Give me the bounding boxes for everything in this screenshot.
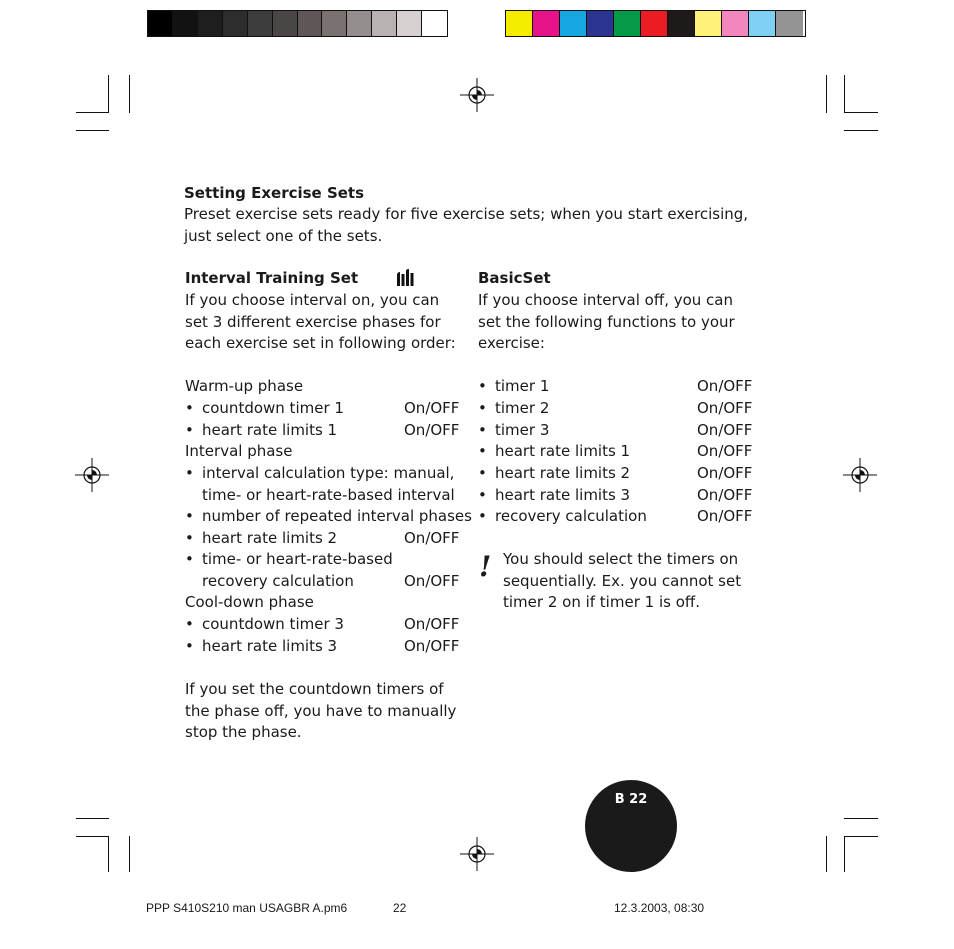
registration-mark-icon [843, 458, 877, 492]
list-item-value: On/OFF [697, 486, 753, 504]
color-swatch [560, 11, 587, 36]
bullet: • [478, 442, 487, 460]
bullet: • [185, 464, 194, 482]
list-item-label: heart rate limits 1 [202, 421, 338, 439]
list-item-label: heart rate limits 3 [202, 637, 338, 655]
list-item-value: On/OFF [697, 421, 753, 439]
intro-line-1: Preset exercise sets ready for five exercise sets; when you start exercising, [184, 205, 749, 223]
warning-exclamation-icon: ! [479, 550, 492, 583]
list-item-value: On/OFF [404, 529, 460, 547]
color-swatch [614, 11, 641, 36]
interval-bars-icon [396, 269, 416, 286]
color-calibration-strip [505, 10, 806, 37]
list-item-value: On/OFF [697, 399, 753, 417]
list-item-value: On/OFF [404, 399, 460, 417]
intro-line-2: just select one of the sets. [184, 227, 383, 245]
interval-intro-line-1: If you choose interval on, you can [185, 291, 440, 309]
list-item-label: recovery calculation [495, 507, 647, 525]
color-swatch [668, 11, 695, 36]
basicset-intro-line-2: set the following functions to your [478, 313, 735, 331]
cooldown-phase-label: Cool-down phase [185, 593, 314, 611]
color-swatch [347, 11, 372, 36]
color-swatch [641, 11, 668, 36]
list-item-label: timer 3 [495, 421, 550, 439]
list-item-label: time- or heart-rate-based interval [202, 486, 455, 504]
list-item-label: heart rate limits 2 [495, 464, 631, 482]
bullet: • [478, 377, 487, 395]
color-swatch [506, 11, 533, 36]
basicset-title: BasicSet [478, 269, 551, 287]
list-item-value: On/OFF [404, 421, 460, 439]
color-swatch [776, 11, 803, 36]
bullet: • [185, 637, 194, 655]
interval-phase-label: Interval phase [185, 442, 293, 460]
list-item-value: On/OFF [697, 507, 753, 525]
list-item-value: On/OFF [404, 572, 460, 590]
list-item-value: On/OFF [697, 377, 753, 395]
list-item-value: On/OFF [404, 637, 460, 655]
bullet: • [185, 529, 194, 547]
registration-mark-icon [460, 837, 494, 871]
list-item-value: On/OFF [697, 442, 753, 460]
list-item-label: recovery calculation [202, 572, 354, 590]
bullet: • [478, 421, 487, 439]
color-swatch [322, 11, 347, 36]
list-item-label: countdown timer 1 [202, 399, 344, 417]
bullet: • [185, 421, 194, 439]
color-swatch [695, 11, 722, 36]
bullet: • [185, 550, 194, 568]
color-swatch [587, 11, 614, 36]
registration-mark-icon [75, 458, 109, 492]
interval-training-title: Interval Training Set [185, 269, 359, 287]
list-item-label: number of repeated interval phases [202, 507, 472, 525]
note-line-2: sequentially. Ex. you cannot set [503, 572, 742, 590]
color-swatch [533, 11, 560, 36]
color-swatch [372, 11, 397, 36]
list-item-label: countdown timer 3 [202, 615, 344, 633]
color-swatch [173, 11, 198, 36]
bullet: • [185, 399, 194, 417]
registration-mark-icon [460, 78, 494, 112]
bullet: • [478, 507, 487, 525]
list-item-label: timer 1 [495, 377, 550, 395]
interval-outro-line-2: the phase off, you have to manually [185, 702, 457, 720]
list-item-value: On/OFF [404, 615, 460, 633]
color-swatch [298, 11, 323, 36]
color-swatch [248, 11, 273, 36]
note-line-1: You should select the timers on [503, 550, 739, 568]
color-swatch [722, 11, 749, 36]
list-item-label: heart rate limits 1 [495, 442, 631, 460]
basicset-intro-line-3: exercise: [478, 334, 545, 352]
list-item-label: heart rate limits 3 [495, 486, 631, 504]
interval-intro-line-3: each exercise set in following order: [185, 334, 456, 352]
bullet: • [185, 615, 194, 633]
interval-outro-line-1: If you set the countdown timers of [185, 680, 444, 698]
color-swatch [223, 11, 248, 36]
color-swatch [422, 11, 447, 36]
warmup-phase-label: Warm-up phase [185, 377, 304, 395]
color-swatch [273, 11, 298, 36]
interval-outro-line-3: stop the phase. [185, 723, 302, 741]
bullet: • [478, 486, 487, 504]
footer-datetime: 12.3.2003, 08:30 [614, 901, 705, 915]
color-swatch [198, 11, 223, 36]
interval-intro-line-2: set 3 different exercise phases for [185, 313, 441, 331]
list-item-label: heart rate limits 2 [202, 529, 338, 547]
footer-page: 22 [393, 901, 407, 915]
list-item-label: interval calculation type: manual, [202, 464, 455, 482]
list-item-label: timer 2 [495, 399, 550, 417]
footer-filename: PPP S410S210 man USAGBR A.pm6 [146, 901, 348, 915]
note-line-3: timer 2 on if timer 1 is off. [503, 593, 700, 611]
bullet: • [478, 464, 487, 482]
list-item-value: On/OFF [697, 464, 753, 482]
color-swatch [749, 11, 776, 36]
grayscale-calibration-strip [147, 10, 448, 37]
bullet: • [478, 399, 487, 417]
basicset-intro-line-1: If you choose interval off, you can [478, 291, 733, 309]
section-heading: Setting Exercise Sets [184, 184, 365, 202]
color-swatch [148, 11, 173, 36]
color-swatch [397, 11, 422, 36]
list-item-label: time- or heart-rate-based [202, 550, 393, 568]
page-number-label: B 22 [614, 792, 648, 807]
bullet: • [185, 507, 194, 525]
